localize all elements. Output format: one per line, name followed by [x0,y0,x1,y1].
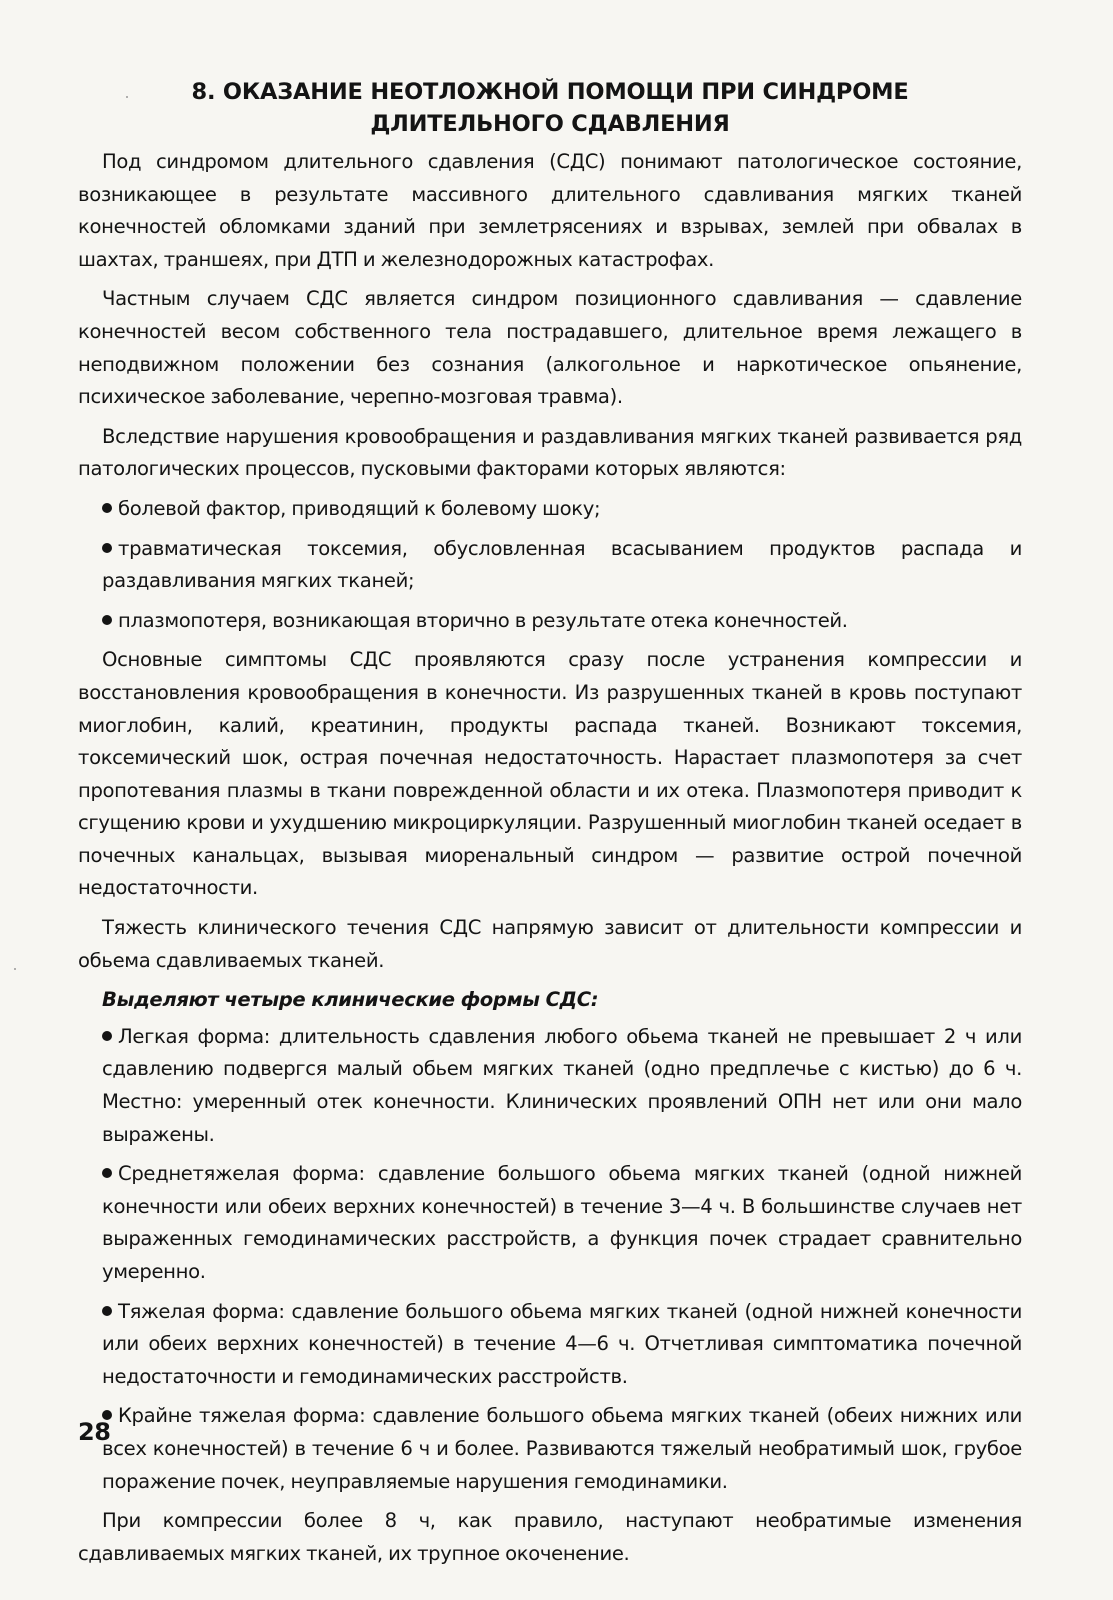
paragraph-severity: Тяжесть клинического течения СДС напрямую зависит от длительности компрессии и обьема сдавливаемых тканей. [78,916,1022,972]
form-item-extreme [78,1400,1022,1498]
heading-line-2: ДЛИТЕЛЬНОГО СДАВЛЕНИЯ [370,111,730,137]
form-item-text: Тяжелая форма: сдавление большого обьема мягких тканей (одной нижней конечности или обеих верхних конечностей) в течение 4—6 ч. Отчетливая симптоматика почечной недостаточности и гемодинамических расстройств. [102,1299,1022,1388]
paragraph-symptoms: Основные симптомы СДС проявляются сразу после устранения компрессии и восстановления кровообращения в конечности. Из разрушенных тканей в кровь поступают миоглобин, калий, креатинин, продукты распада тканей. Возникают токсемия, токсемический шок, острая почечная недостаточность. Нарастает плазмопотеря за счет пропотевания плазмы в ткани поврежденной области и их отека. Плазмопотеря приводит к сгущению крови и ухудшению микроциркуляции. Разрушенный миоглобин тканей оседает в почечных канальцах, вызывая миоренальный синдром — развитие острой почечной недостаточности. [78,648,1022,900]
page-number: 28 [78,1418,111,1446]
form-item-moderate [78,1158,1022,1288]
bullet-icon [102,503,112,513]
section-heading [78,76,1022,140]
form-item-text: Легкая форма: длительность сдавления любого обьема тканей не превышает 2 ч или сдавлению подвергся малый обьем мягких тканей (одно предплечье с кистью) до 6 ч. Местно: умеренный отек конечности. Клинических проявлений ОПН нет или они мало выражены. [102,1024,1022,1146]
list-item-text: болевой фактор, приводящий к болевому шоку; [118,496,601,520]
bullet-icon [102,615,112,625]
paragraph-compression-8h: При компрессии более 8 ч, как правило, наступают необратимые изменения сдавливаемых мягких тканей, их трупное окоченение. [78,1509,1022,1565]
bullet-icon [102,543,112,553]
paragraph-pathogenesis: Вследствие нарушения кровообращения и раздавливания мягких тканей развивается ряд патологических процессов, пусковыми факторами которых являются: [78,424,1022,481]
bullet-icon [102,1306,112,1316]
subheading-forms: Выделяют четыре клинические формы СДС: [102,988,599,1012]
heading-line-1: 8. ОКАЗАНИЕ НЕОТЛОЖНОЙ ПОМОЩИ ПРИ СИНДРОМЕ [191,79,909,105]
list-item-text: травматическая токсемия, обусловленная всасыванием продуктов распада и раздавливания мягких тканей; [102,536,1022,593]
list-item-text: плазмопотеря, возникающая вторично в результате отека конечностей. [118,608,848,632]
list-item [78,533,1022,598]
list-item [78,605,1022,638]
paragraph-definition: Под синдромом длительного сдавления (СДС) понимают патологическое состояние, возникающее в результате массивного длительного сдавливания мягких тканей конечностей обломками зданий при землетрясениях и взрывах, землей при обвалах в шахтах, траншеях, при ДТП и железнодорожных катастрофах. [78,150,1022,271]
form-item-text: Крайне тяжелая форма: сдавление большого обьема мягких тканей (обеих нижних или всех конечностей) в течение 6 ч и более. Развиваются тяжелый необратимый шок, грубое поражение почек, неуправляемые нарушения гемодинамики. [102,1404,1022,1493]
page-content [78,76,1022,1577]
bullet-icon [102,1031,112,1041]
list-item [78,493,1022,526]
form-item-mild [78,1021,1022,1151]
form-item-severe [78,1296,1022,1394]
bullet-icon [102,1168,112,1178]
paragraph-positional-syndrome: Частным случаем СДС является синдром позиционного сдавливания — сдавление конечностей весом собственного тела пострадавшего, длительное время лежащего в неподвижном положении без сознания (алкогольное и наркотическое опьянение, психическое заболевание, черепно-мозговая травма). [78,287,1022,409]
form-item-text: Среднетяжелая форма: сдавление большого обьема мягких тканей (одной нижней конечности или обеих верхних конечностей) в течение 3—4 ч. В большинстве случаев нет выраженных гемодинамических расстройств, а функция почек страдает сравнительно умеренно. [102,1162,1022,1283]
scan-speck [14,968,16,970]
